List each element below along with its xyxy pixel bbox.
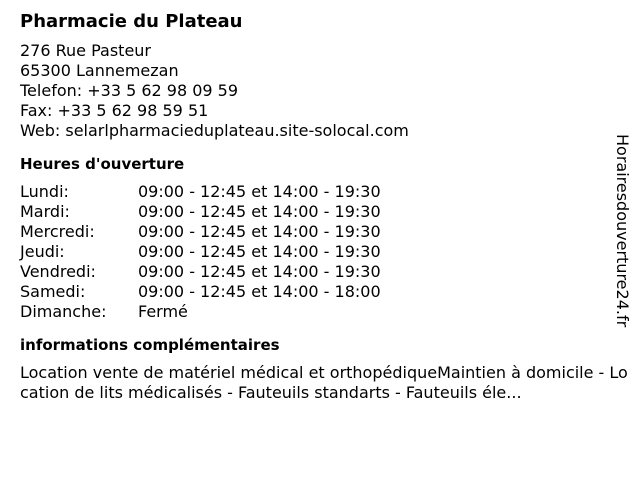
- info-description: Location vente de matériel médical et orthopédiqueMaintien à domicile - Location de lits médicalisés - Fauteuils standarts - Fauteuils éle...: [20, 363, 628, 402]
- day-hours: 09:00 - 12:45 et 14:00 - 19:30: [138, 202, 381, 221]
- hours-row-friday: [20, 262, 381, 282]
- hours-row-tuesday: [20, 202, 381, 222]
- side-watermark: Horairesdouverture24.fr: [613, 134, 632, 328]
- info-heading: informations complémentaires: [20, 336, 280, 354]
- day-hours: 09:00 - 12:45 et 14:00 - 19:30: [138, 182, 381, 201]
- address-line-2: 65300 Lannemezan: [20, 61, 179, 80]
- fax-line: Fax: +33 5 62 98 59 51: [20, 101, 209, 120]
- hours-row-wednesday: [20, 222, 381, 242]
- day-hours: 09:00 - 12:45 et 14:00 - 18:00: [138, 282, 381, 301]
- day-label: Samedi:: [20, 282, 86, 301]
- day-label: Lundi:: [20, 182, 69, 201]
- day-label: Dimanche:: [20, 302, 107, 321]
- day-hours: 09:00 - 12:45 et 14:00 - 19:30: [138, 262, 381, 281]
- hours-heading: Heures d'ouverture: [20, 155, 185, 173]
- day-label: Vendredi:: [20, 262, 96, 281]
- day-hours: 09:00 - 12:45 et 14:00 - 19:30: [138, 222, 381, 241]
- day-hours: Fermé: [138, 302, 188, 321]
- hours-row-saturday: [20, 282, 381, 302]
- day-label: Mercredi:: [20, 222, 95, 241]
- hours-row-monday: [20, 182, 381, 202]
- hours-row-sunday: [20, 302, 381, 322]
- phone-line: Telefon: +33 5 62 98 09 59: [20, 81, 239, 100]
- hours-row-thursday: [20, 242, 381, 262]
- web-line: Web: selarlpharmacieduplateau.site-solocal.com: [20, 121, 409, 140]
- business-name: Pharmacie du Plateau: [20, 11, 243, 32]
- opening-hours-table: [20, 182, 381, 322]
- day-label: Jeudi:: [20, 242, 65, 261]
- day-hours: 09:00 - 12:45 et 14:00 - 19:30: [138, 242, 381, 261]
- address-line-1: 276 Rue Pasteur: [20, 41, 151, 60]
- day-label: Mardi:: [20, 202, 70, 221]
